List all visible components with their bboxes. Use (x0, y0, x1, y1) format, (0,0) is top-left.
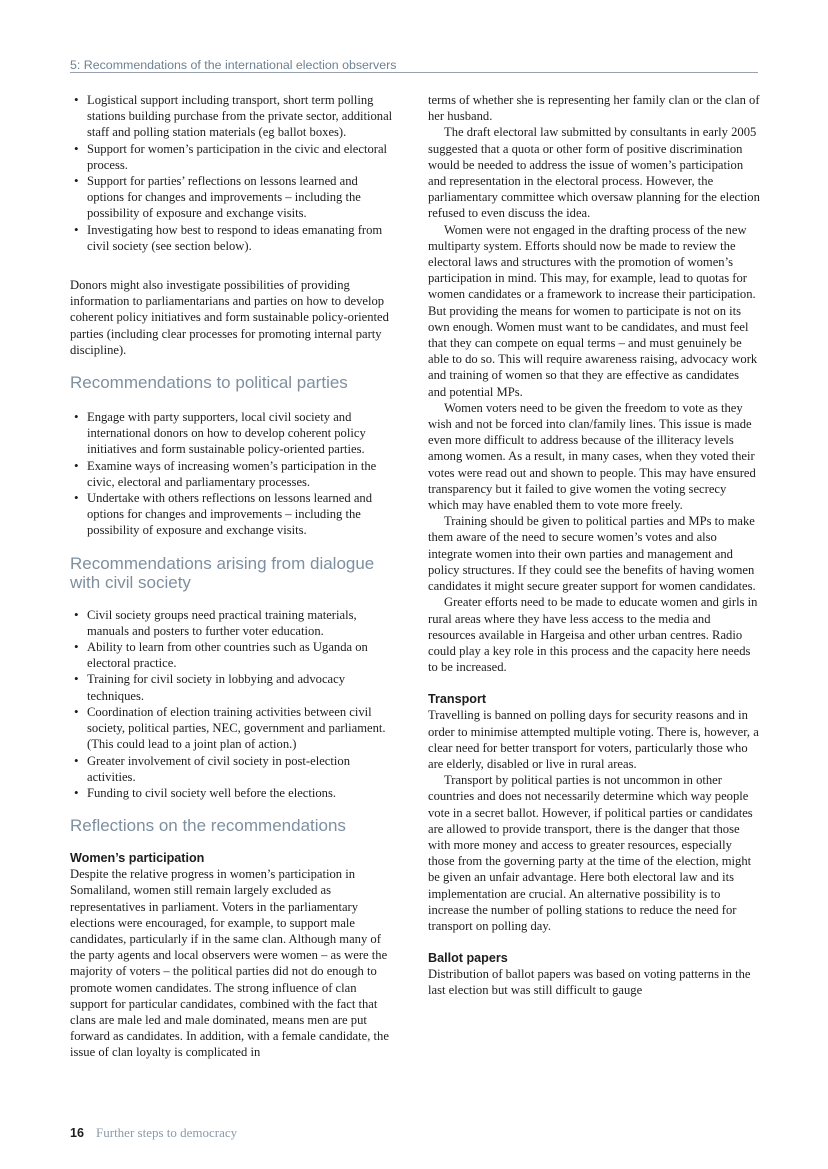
list-item: • Ability to learn from other countries such as Uganda on electoral practice. (70, 639, 396, 671)
list-item: • Civil society groups need practical training materials, manuals and posters to further voter education. (70, 607, 396, 639)
body-paragraph: The draft electoral law submitted by consultants in early 2005 suggested that a quota or other form of positive discrimination would be needed to address the issue of women’s participation and representation in the electoral process. However, the parliamentary committee which oversaw planning for the election refused to even discuss the idea. (428, 125, 760, 221)
subheading-womens-participation: Women’s participation (70, 851, 205, 866)
continued-paragraph: terms of whether she is representing her family clan or the clan of her husband. (428, 93, 760, 124)
parties-list (70, 409, 396, 539)
ballot-papers-paragraph: Distribution of ballot papers was based on voting patterns in the last election but was still difficult to gauge (428, 967, 751, 998)
subheading-transport: Transport (428, 692, 487, 707)
subheading-ballot-papers: Ballot papers (428, 951, 508, 966)
body-paragraph: Greater efforts need to be made to educate women and girls in rural areas where they have less access to the media and resources available in Hargeisa and other urban centres. Radio could play a key role in this process and the capacity here needs to be increased. (428, 595, 758, 675)
civil-society-list (70, 607, 396, 801)
list-item: • Funding to civil society well before the elections. (70, 785, 396, 801)
transport-paragraph: Transport by political parties is not uncommon in other countries and does not necessarily determine which way people vote in a secret ballot. However, if political parties or candidates are allowed to provide transport, there is the danger that those with more money and access to greater resources, especially those from the governing party at the time of the election, might be given an unfair advantage. Here both electoral law and its implementation are crucial. An alternative possibility is to increase the number of polling stations to reduce the need for transport on polling day. (428, 773, 753, 933)
list-item: • Training for civil society in lobbying and advocacy techniques. (70, 671, 396, 703)
heading-reflections: Reflections on the recommendations (70, 816, 346, 836)
section-title: 5: Recommendations of the international election observers (70, 58, 400, 72)
body-paragraph: Training should be given to political parties and MPs to make them aware of the need to secure women’s votes and also integrate women into their own parties and management and policy structures. If they could see the benefits of having women candidates it might secure greater support for women candidates. (428, 514, 756, 594)
list-item: • Examine ways of increasing women’s participation in the civic, electoral and parliamentary processes. (70, 458, 396, 490)
running-header (70, 58, 758, 76)
page-number: 16 (70, 1126, 85, 1140)
publication-title: Further steps to democracy (96, 1125, 238, 1140)
list-item: • Investigating how best to respond to ideas emanating from civil society (see section below). (70, 222, 396, 254)
heading-civil-society: Recommendations arising from dialogue with civil society (70, 553, 375, 592)
donors-paragraph: Donors might also investigate possibilities of providing information to parliamentarians and parties on how to develop coherent policy initiatives and form sustainable policy-oriented parties (including clear processes for promoting internal party discipline). (70, 278, 389, 357)
list-item: • Engage with party supporters, local civil society and international donors on how to develop coherent policy initiatives and form sustainable policy-oriented parties. (70, 409, 396, 458)
left-column (70, 92, 396, 1061)
transport-paragraph: Travelling is banned on polling days for security reasons and in order to minimise attempted multiple voting. There is, however, a clear need for better transport for voters, particularly those who are elderly, disabled or live in rural areas. (428, 708, 759, 771)
right-column (428, 92, 760, 999)
page-footer (70, 1124, 470, 1142)
body-paragraph: Women were not engaged in the drafting process of the new multiparty system. Efforts should now be made to review the electoral laws and structures with the promotion of women’s participation in mind. This may, for example, lead to quotas for women candidates or a framework to increase their participation. But providing the means for women to participate is not on its own enough. Women must want to be candidates, and must feel that they can compete on equal terms – and must genuinely be able to do so. This will require awareness raising, advocacy work and training of women so that they are effective as candidates and potential MPs. (428, 222, 758, 399)
header-rule (70, 72, 758, 73)
list-item: • Support for women’s participation in the civic and electoral process. (70, 141, 396, 173)
body-paragraph: Women voters need to be given the freedom to vote as they wish and not be forced into clan/family lines. This issue is made even more difficult to address because of the illiteracy levels among women. As a result, in many cases, when they voted their votes were read out and shown to people. This may have ensured transparency but it failed to give women the voting secrecy which may have enabled them to vote more freely. (428, 400, 756, 513)
list-item: • Support for parties’ reflections on lessons learned and options for changes and improvements – including the possibility of exposure and exchange visits. (70, 173, 396, 222)
list-item: • Undertake with others reflections on lessons learned and options for changes and improvements – including the possibility of exposure and exchange visits. (70, 490, 396, 539)
list-item: • Logistical support including transport, short term polling stations building purchase from the private sector, additional staff and polling station materials (eg ballot boxes). (70, 92, 396, 141)
donor-support-list (70, 92, 396, 254)
heading-political-parties: Recommendations to political parties (70, 373, 348, 393)
list-item: • Coordination of election training activities between civil society, political parties, NEC, government and parliament. (This could lead to a joint plan of action.) (70, 704, 396, 753)
womens-participation-paragraph: Despite the relative progress in women’s participation in Somaliland, women still remain largely excluded as representatives in parliament. Voters in the parliamentary elections were encouraged, for example, to support male candidates, particularly if in the same clan. Although many of the party agents and local observers were women – as were the majority of voters – the political parties did not do enough to promote women candidates. The strong influence of clan support for particular candidates, combined with the fact that clans are male led and male dominated, means men are put forward as candidates. In addition, with a female candidate, the issue of clan loyalty is complicated in (70, 867, 389, 1060)
list-item: • Greater involvement of civil society in post-election activities. (70, 753, 396, 785)
